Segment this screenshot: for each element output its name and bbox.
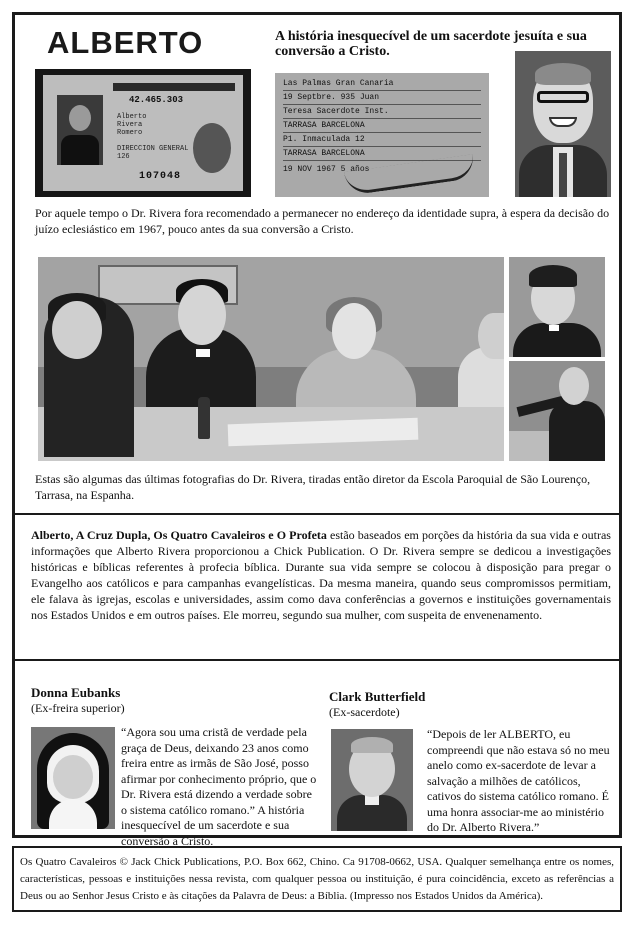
id-card <box>43 75 243 191</box>
biography-section <box>15 515 619 661</box>
testimonial-role: (Ex-freira superior) <box>31 701 125 715</box>
id-card-text: Alberto Rivera Romero DIRECCION GENERAL 126 <box>117 113 189 161</box>
testimonial-name: Clark Butterfield <box>329 689 426 704</box>
id-card-number: 42.465.303 <box>129 95 184 105</box>
id-card-portrait <box>57 95 103 165</box>
id-card-header-bar <box>113 83 235 91</box>
caption-school: Estas são algumas das últimas fotografias do Dr. Rivera, tiradas então diretor da Escola Paroquial de São Lourenço, Tarrasa, na Espanha. <box>35 472 591 502</box>
testimonial-quote: “Depois de ler ALBERTO, eu compreendi que não estava só no meu anelo como ex-sacerdote de levar a salvação a milhões de católicos, cativos do sistema católico romano. É uma honra associar-me ao ministério do Dr. Alberto Rivera.” <box>427 727 610 834</box>
brand-title: ALBERTO <box>47 25 204 60</box>
fingerprint-mark <box>193 123 231 173</box>
testimonial-quote: “Agora sou uma cristã de verdade pela graça de Deus, deixando 23 anos como freira entre as irmãs de São José, posso afirmar por conhecimento próprio, que o Dr. Rivera está dizendo a verdade sobre o sistema católico romano.” A história inesquecível de um sacerdote e sua conversão a Cristo. <box>121 725 317 848</box>
caption-identity: Por aquele tempo o Dr. Rivera fora recomendado a permanecer no endereço da identidade supra, à espera da decisão do juízo eclesiástico em 1967, pouco antes da sua conversão a Cristo. <box>35 206 610 236</box>
rivera-portrait-photo <box>515 51 611 197</box>
biography-lead: Alberto, A Cruz Dupla, Os Quatro Cavaleiros e O Profeta <box>31 528 327 542</box>
testimonial-name: Donna Eubanks <box>31 685 121 700</box>
testimonial-role: (Ex-sacerdote) <box>329 705 400 719</box>
testimonials-section <box>15 661 619 848</box>
priest-portrait-photo <box>331 729 413 831</box>
rivera-side-photo-top <box>509 257 605 357</box>
copyright-footer: Os Quatro Cavaleiros © Jack Chick Publications, P.O. Box 662, Chino. Ca 91708-0662, USA. Qualquer semelhança entre os nomes, características, pessoas e instituições nessa revista, com qualquer pessoa ou instituição, é pura coincidência, exceto as referências a Deus ou ao Senhor Jesus Cristo e às citações da Palavra de Deus: a Bíblia. (Impresso nos Estados Unidos da América). <box>12 846 622 912</box>
biography-text: estão baseados em porções da história da sua vida e outras informações que Alberto Rivera proporcionou a Chick Publication. O Dr. Rivera sempre se dedicou a investigações históricas e bíblicas referentes à profecia bíblica. Durante sua vida sempre se colocou à disposição para pregar o Evangelho aos católicos e para campanhas evangelísticas. Da mesma maneira, quando seus compromissos permitiam, ele falava às igrejas, escolas e universidades, assim como dava conferências a governos e instituições governamentais nos Estados Unidos e em outros países. Ele morreu, segundo sua mulher, com suspeita de envenenamento. <box>31 528 611 622</box>
nun-portrait-photo <box>31 727 115 829</box>
id-card-photo <box>35 69 251 197</box>
biography-paragraph <box>31 527 611 623</box>
rivera-side-photo-bottom <box>509 361 605 461</box>
identity-document-photo: Las Palmas Gran Canaria 19 Septbre. 935 Juan Teresa Sacerdote Inst. TARRASA BARCELONA P1. Inmaculada 12 TARRASA BARCELONA 19 NOV 1967 5 años <box>275 73 489 197</box>
page-frame <box>12 12 622 848</box>
tagline: A história inesquecível de um sacerdote jesuíta e sua conversão a Cristo. <box>275 29 587 59</box>
school-group-photo <box>38 257 504 461</box>
id-card-serial: 107048 <box>139 171 182 182</box>
photo-section <box>15 15 619 515</box>
